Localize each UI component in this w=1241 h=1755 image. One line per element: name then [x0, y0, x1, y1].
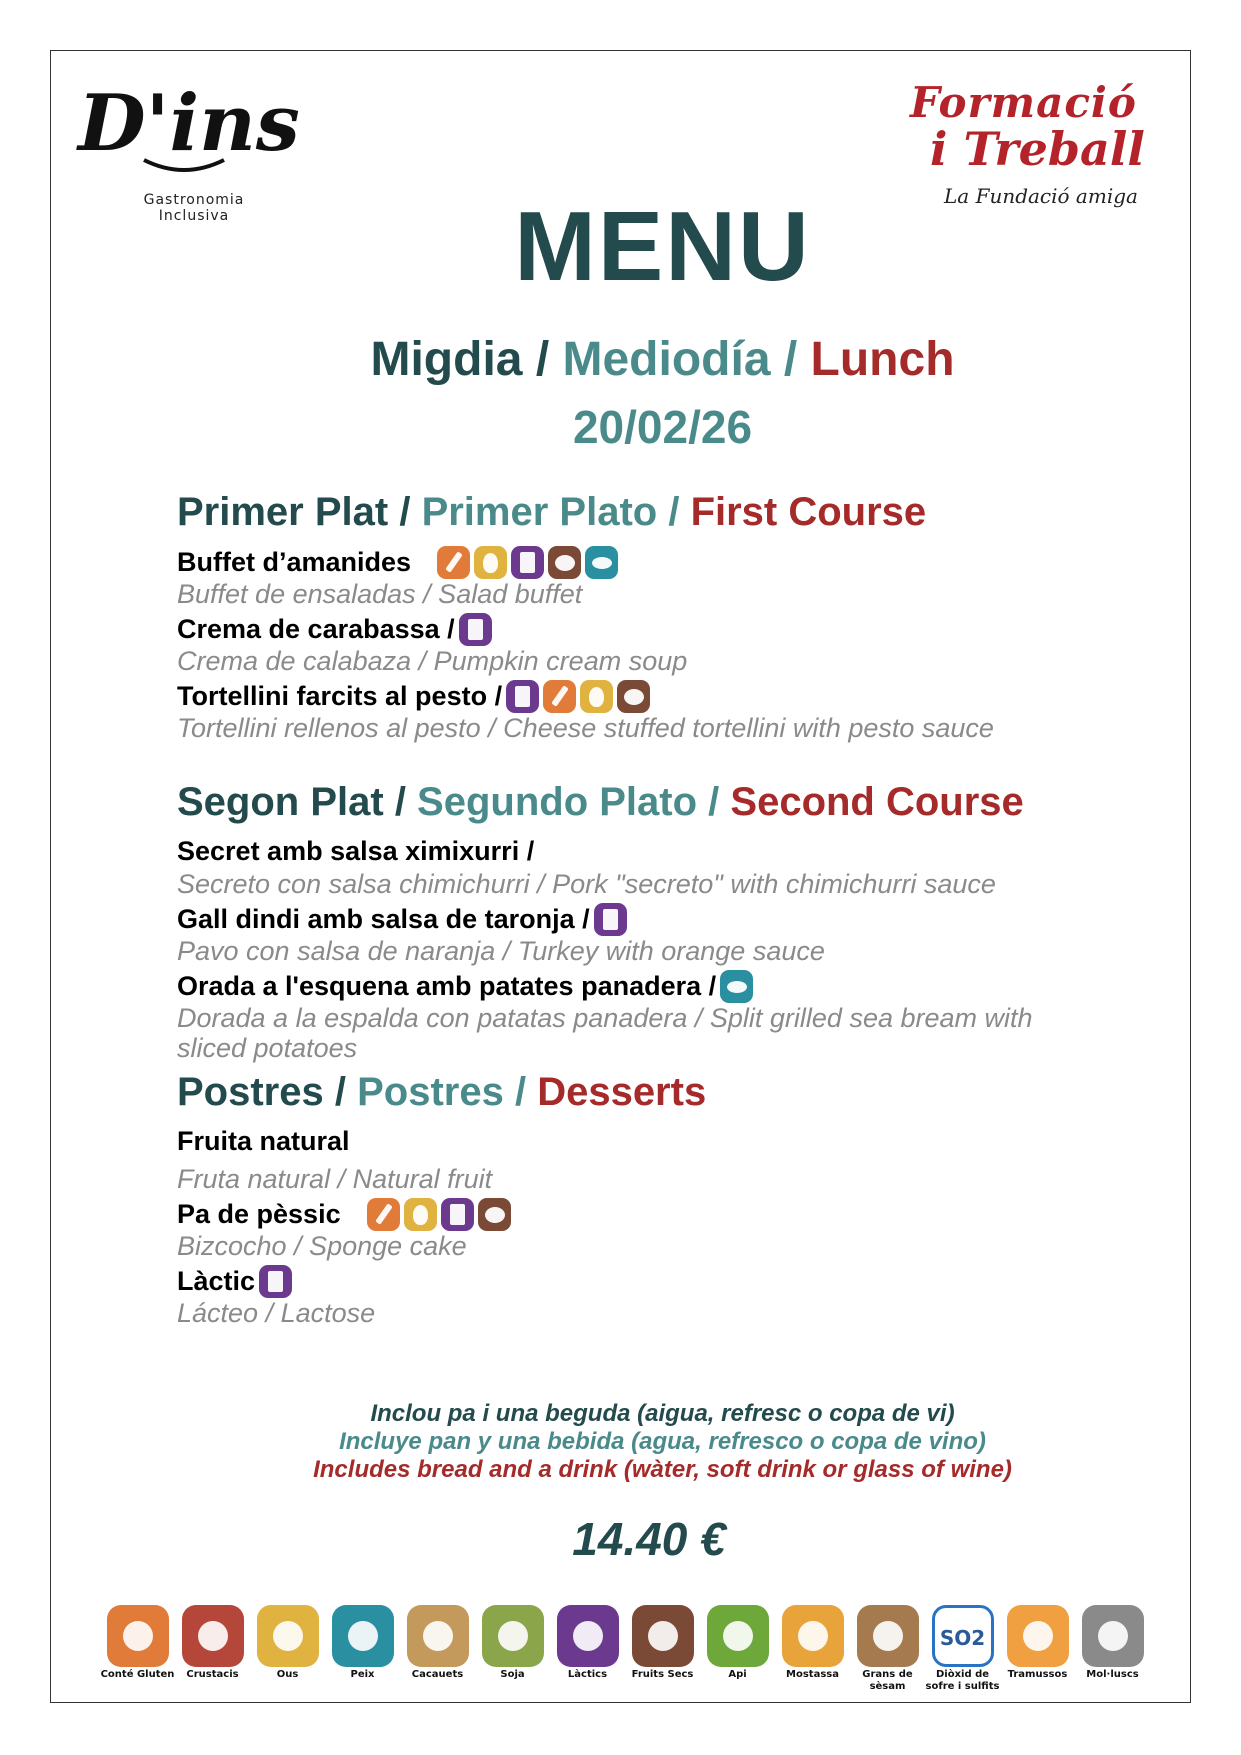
price: 14.40 € — [572, 1513, 726, 1565]
allergen-label: Peix — [350, 1669, 375, 1680]
milk-icon — [506, 680, 539, 713]
allergen-legend-item — [925, 1605, 1000, 1693]
section-heading-es: Postres — [357, 1070, 504, 1114]
nuts-icon — [632, 1605, 694, 1667]
includes-en: Includes bread and a drink (wàter, soft drink or glass of wine) — [313, 1456, 1012, 1483]
allergen-legend — [100, 1605, 1150, 1715]
fish-icon — [720, 970, 753, 1003]
fish-icon — [585, 546, 618, 579]
logo-line1: Formació — [910, 78, 1137, 127]
dish-name — [177, 546, 618, 579]
milk-icon — [259, 1265, 292, 1298]
dish-description: Tortellini rellenos al pesto / Cheese stuffed tortellini with pesto sauce — [177, 713, 994, 743]
allergen-legend-item — [475, 1605, 550, 1681]
allergen-legend-item — [625, 1605, 700, 1681]
dish-name — [177, 1265, 292, 1298]
peanut-icon — [407, 1605, 469, 1667]
dish-name-text: Gall dindi amb salsa de taronja / — [177, 904, 590, 934]
dish-name — [177, 1198, 511, 1231]
allergen-label: Soja — [500, 1669, 525, 1680]
svg-text:D'ins: D'ins — [78, 80, 300, 169]
dish-name — [177, 680, 650, 713]
meal-heading — [0, 332, 1241, 387]
dish-name — [177, 836, 534, 867]
allergen-legend-item — [400, 1605, 475, 1681]
allergen-legend-item — [250, 1605, 325, 1681]
allergen-label: Ous — [276, 1669, 299, 1680]
allergen-label: Conté Gluten — [100, 1669, 175, 1680]
egg-icon — [257, 1605, 319, 1667]
dish-description: Dorada a la espalda con patatas panadera / Split grilled sea bream with — [177, 1003, 1033, 1033]
section-heading-ca: Segon Plat — [177, 780, 384, 824]
section-heading: Postres / Postres / Desserts — [177, 1070, 707, 1114]
allergen-label: Api — [728, 1669, 747, 1680]
allergen-legend-item — [100, 1605, 175, 1681]
allergen-legend-item — [325, 1605, 400, 1681]
gluten-icon — [437, 546, 470, 579]
dish-name-text: Secret amb salsa ximixurri / — [177, 836, 535, 866]
dish-description-cont: sliced potatoes — [177, 1033, 358, 1063]
allergen-legend-item — [850, 1605, 925, 1693]
allergen-legend-item — [1075, 1605, 1150, 1681]
dins-tagline-line1: Gastronomia — [143, 192, 245, 208]
section-heading-es: Primer Plato — [421, 490, 658, 534]
dish-name — [177, 1126, 350, 1157]
milk-icon — [511, 546, 544, 579]
allergen-label: Crustacis — [186, 1669, 239, 1680]
dish-name — [177, 970, 753, 1003]
allergen-label: Tramussos — [1007, 1669, 1068, 1680]
mustard-icon — [782, 1605, 844, 1667]
dish-name-text: Tortellini farcits al pesto / — [177, 681, 503, 711]
dins-logo-mark — [74, 80, 304, 190]
allergen-label: Làctics — [567, 1669, 608, 1680]
allergen-label: Fruits Secs — [631, 1669, 694, 1680]
section-heading: Primer Plat / Primer Plato / First Course — [177, 490, 927, 534]
crustacean-icon — [182, 1605, 244, 1667]
section-heading-en: First Course — [690, 490, 927, 534]
celery-icon — [707, 1605, 769, 1667]
dish-description: Bizcocho / Sponge cake — [177, 1231, 467, 1261]
section-heading-en: Desserts — [537, 1070, 707, 1114]
meal-sep2: / — [770, 333, 811, 386]
mollusc-icon — [1082, 1605, 1144, 1667]
nuts-icon — [548, 546, 581, 579]
milk-icon — [441, 1198, 474, 1231]
gluten-icon — [367, 1198, 400, 1231]
menu-title: MENU — [514, 191, 811, 301]
includes-es: Incluye pan y una bebida (agua, refresco o copa de vino) — [339, 1428, 986, 1455]
nuts-icon — [617, 680, 650, 713]
egg-icon — [404, 1198, 437, 1231]
allergen-label: Cacauets — [411, 1669, 464, 1680]
section-heading-ca: Postres — [177, 1070, 324, 1114]
meal-ca: Migdia — [370, 333, 523, 386]
dish-name-text: Crema de carabassa / — [177, 614, 455, 644]
dish-name-text: Fruita natural — [177, 1126, 350, 1156]
dish-description: Crema de calabaza / Pumpkin cream soup — [177, 646, 688, 676]
logo-tagline: La Fundació amiga — [944, 184, 1138, 208]
allergen-legend-item — [1000, 1605, 1075, 1681]
section-heading: Segon Plat / Segundo Plato / Second Course — [177, 780, 1024, 824]
section-heading-en: Second Course — [730, 780, 1024, 824]
egg-icon — [580, 680, 613, 713]
fish-icon — [332, 1605, 394, 1667]
dish-name-text: Làctic — [177, 1266, 256, 1296]
dish-description: Secreto con salsa chimichurri / Pork "secreto" with chimichurri sauce — [177, 869, 996, 899]
dish-description: Fruta natural / Natural fruit — [177, 1164, 493, 1194]
nuts-icon — [478, 1198, 511, 1231]
dish-description: Lácteo / Lactose — [177, 1298, 376, 1328]
milk-icon — [594, 903, 627, 936]
dish-description: Pavo con salsa de naranja / Turkey with orange sauce — [177, 936, 825, 966]
section-heading-es: Segundo Plato — [417, 780, 698, 824]
dish-name-text: Buffet d’amanides — [177, 547, 412, 577]
allergen-legend-item — [700, 1605, 775, 1681]
dins-tagline-line2: Inclusiva — [158, 208, 230, 224]
meal-sep1: / — [522, 333, 563, 386]
meal-en: Lunch — [810, 333, 955, 386]
lupin-icon — [1007, 1605, 1069, 1667]
dish-name-text: Orada a l'esquena amb patates panadera / — [177, 971, 717, 1001]
sesame-icon — [857, 1605, 919, 1667]
dish-name-text: Pa de pèssic — [177, 1199, 341, 1229]
dish-name — [177, 903, 627, 936]
logo-line2: i Treball — [930, 122, 1145, 176]
allergen-label: Mol·luscs — [1086, 1669, 1139, 1680]
menu-date: 20/02/26 — [572, 401, 753, 453]
egg-icon — [474, 546, 507, 579]
section-heading-ca: Primer Plat — [177, 490, 389, 534]
gluten-icon — [107, 1605, 169, 1667]
includes-ca: Inclou pa i una beguda (aigua, refresc o copa de vi) — [370, 1400, 955, 1427]
allergen-label: Diòxid de sofre i sulfits — [925, 1669, 1000, 1692]
meal-es: Mediodía — [562, 333, 771, 386]
soy-icon — [482, 1605, 544, 1667]
allergen-legend-item — [175, 1605, 250, 1681]
dish-name — [177, 613, 492, 646]
allergen-legend-item — [775, 1605, 850, 1681]
allergen-legend-item — [550, 1605, 625, 1681]
milk-icon — [557, 1605, 619, 1667]
allergen-code: SO2 — [939, 1626, 986, 1650]
allergen-label: Mostassa — [786, 1669, 839, 1680]
dish-description: Buffet de ensaladas / Salad buffet — [177, 579, 583, 609]
sulphites-icon — [932, 1605, 994, 1667]
gluten-icon — [543, 680, 576, 713]
milk-icon — [459, 613, 492, 646]
allergen-label: Grans de sèsam — [862, 1669, 913, 1692]
